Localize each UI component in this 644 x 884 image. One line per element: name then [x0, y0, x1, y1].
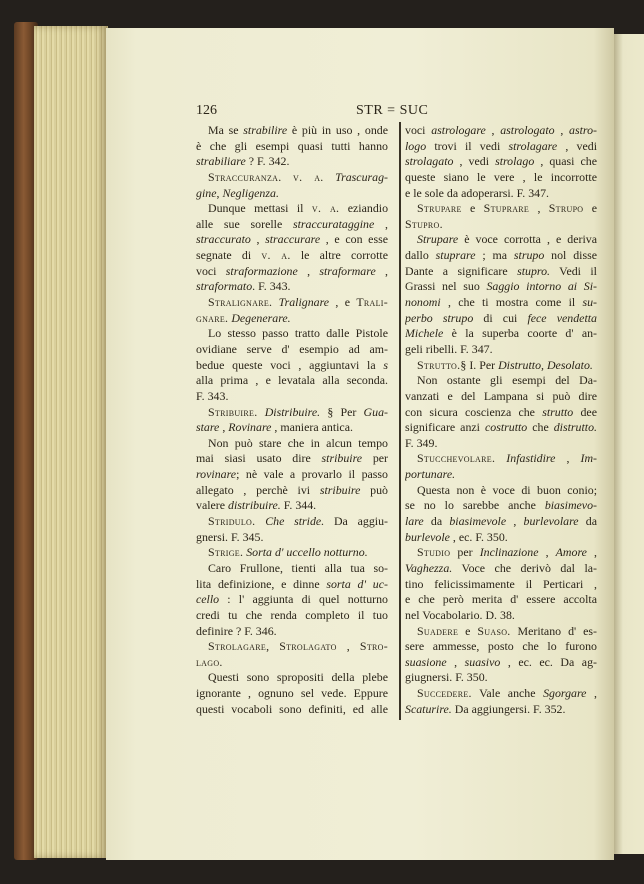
text-line [405, 154, 597, 170]
text-run: Ma se [208, 123, 244, 137]
text-run: di cui [473, 310, 528, 325]
text-run [324, 170, 336, 184]
italic-text: Michele [405, 326, 444, 341]
text-line [196, 420, 388, 436]
text-line [405, 248, 597, 264]
entry-headword: Suadere [417, 623, 459, 638]
text-run: Da aggiungersi. F. 352. [451, 701, 566, 716]
text-run: Da aggiu- [324, 514, 388, 529]
entry-headword: Strolagato [279, 639, 337, 654]
text-line [196, 264, 388, 280]
text-run: ; nè vale a provarlo il passo [236, 467, 388, 482]
text-run: , [586, 686, 597, 701]
text-run: , [297, 263, 320, 278]
entry-headword: Stupro. [405, 216, 443, 231]
text-run: Lo stesso passo tratto dalle Pistole [208, 326, 388, 341]
text-run: voci [196, 263, 226, 278]
text-run: nol disse [544, 248, 597, 263]
entry-headword: v. a. [261, 248, 291, 263]
text-run: eziandio [339, 201, 388, 216]
text-run: , [374, 216, 388, 231]
text-line [405, 514, 597, 530]
italic-text: strolagato [405, 154, 454, 169]
text-line [196, 655, 388, 671]
text-line [196, 545, 388, 561]
entry-headword: Stridulo. [208, 514, 256, 529]
text-line [405, 577, 597, 593]
text-run: , e con esse [320, 232, 388, 247]
text-line [405, 170, 597, 186]
italic-text: Degenerare. [231, 310, 291, 325]
text-run: e [458, 623, 478, 638]
text-run: , vedi [453, 154, 496, 169]
text-line [196, 483, 388, 499]
italic-text: straccurato [196, 232, 251, 247]
text-line [196, 514, 388, 530]
text-run: , [506, 514, 524, 529]
italic-text: suasione [405, 654, 447, 669]
text-run: e [461, 201, 484, 216]
italic-text: gine [196, 185, 217, 200]
text-run: § I. Per [460, 357, 499, 372]
text-run: è che gli esempi quasi tutti hanno [196, 138, 388, 153]
italic-text: Distrutto, Desolato. [498, 357, 593, 372]
italic-text: strabiliare [196, 154, 246, 169]
text-line [196, 405, 388, 421]
text-run: trovi il vedi [426, 138, 509, 153]
italic-text: Sgorgare [543, 686, 587, 701]
italic-text: sorta d' uc- [326, 576, 388, 591]
text-line [405, 608, 597, 624]
italic-text: Saggio intorno ai Si- [486, 279, 597, 294]
text-run: significare anzi [405, 420, 485, 435]
right-column [405, 123, 597, 717]
italic-text: stare [196, 420, 220, 435]
italic-text: Tralignare [278, 295, 330, 310]
text-run [495, 451, 506, 465]
left-column [196, 123, 388, 717]
text-line [405, 217, 597, 233]
italic-text: Gua- [363, 404, 388, 419]
text-run: può [360, 482, 388, 497]
text-run: queste siano le vere , le incorrotte [405, 169, 597, 184]
text-run: mai siasi usato dire [196, 451, 322, 466]
text-line [196, 389, 388, 405]
text-run: ; ma [475, 248, 514, 263]
text-run: Questi sono spropositi della plebe [208, 670, 388, 685]
text-line [196, 561, 388, 577]
entry-headword: Strutto. [417, 357, 461, 372]
entry-headword: Suaso. [477, 623, 511, 638]
text-line [196, 624, 388, 640]
text-run: F. 349. [405, 435, 438, 450]
text-run [257, 405, 264, 419]
text-run: , maniera antica. [271, 420, 353, 435]
text-run: e le sole da adoperarsi. F. 347. [405, 185, 550, 200]
text-run: e [583, 201, 597, 216]
text-run: segnate di [196, 248, 262, 263]
italic-text: s [383, 357, 388, 372]
text-run: Dunque mettasi il [208, 201, 312, 216]
text-line [405, 201, 597, 217]
entry-headword: Stucchevolare. [417, 451, 496, 466]
text-run: è la superba coorte d' an- [443, 326, 597, 341]
text-run: , [216, 185, 223, 200]
italic-text: Negligenza. [222, 185, 279, 200]
italic-text: Inclinazione [479, 545, 539, 560]
italic-text: distribuire. [228, 498, 281, 513]
text-run: valere [196, 498, 229, 513]
italic-text: strabilire [243, 123, 288, 137]
text-run: ovidiane serve d' esempio ad am- [196, 341, 388, 356]
text-run: nel Vocabolario. D. 38. [405, 607, 515, 622]
italic-text: Vaghezza. [405, 560, 453, 575]
text-run: gnersi. F. 345. [196, 529, 264, 544]
entry-headword: Stuprare [483, 201, 530, 216]
italic-text: astro- [569, 123, 597, 137]
text-line [405, 530, 597, 546]
italic-text: Infastidire [506, 451, 556, 466]
text-run: , [529, 201, 549, 216]
text-line [405, 639, 597, 655]
text-line [405, 123, 597, 139]
text-line [405, 498, 597, 514]
text-line [196, 170, 388, 186]
text-line [405, 389, 597, 405]
text-line [196, 139, 388, 155]
text-run: , [266, 639, 280, 654]
text-line [196, 311, 388, 327]
text-run: Non ostante gli esempi del Da- [417, 373, 597, 388]
italic-text: biasimevo- [544, 498, 597, 513]
text-run: , [336, 639, 360, 654]
text-line [196, 201, 388, 217]
entry-headword: Stro- [359, 639, 388, 654]
text-run: : l' aggiunta di quel notturno [219, 592, 388, 607]
italic-text: burlevole [405, 529, 450, 544]
italic-text: astrologato [500, 123, 555, 137]
text-run: , [538, 545, 556, 560]
text-line [405, 624, 597, 640]
text-line [405, 436, 597, 452]
entry-headword: Succedere. [417, 686, 472, 701]
text-run: , [446, 654, 465, 669]
text-run: lita definizione, e dinne [196, 576, 327, 591]
text-run: Vedi il [550, 263, 597, 278]
text-run: dallo [405, 248, 436, 263]
entry-headword: Trali- [356, 295, 388, 310]
text-run: Grassi nel suo [405, 279, 487, 294]
italic-text: distrutto. [553, 420, 597, 435]
text-line [196, 592, 388, 608]
italic-text: suasivo [464, 654, 501, 669]
text-run: Questa non è voce di buon conio; [417, 482, 597, 497]
text-run: allegato , perchè ivi [196, 482, 320, 497]
text-line [196, 295, 388, 311]
text-line [196, 217, 388, 233]
text-line [196, 279, 388, 295]
text-line [405, 592, 597, 608]
text-run: F. 343. [196, 388, 229, 403]
italic-text: astrologare [431, 123, 486, 137]
text-run: questi vocaboli sono definiti, ed alle [196, 701, 388, 716]
text-run: alle sue sorelle [196, 216, 293, 231]
entry-headword: v. a. [311, 201, 340, 216]
text-run: Voce che derivò dal la- [452, 560, 597, 575]
text-run: è più in uso , onde [287, 123, 388, 137]
text-line [405, 358, 597, 374]
text-run: , [485, 123, 501, 137]
italic-text: stuprare [435, 248, 476, 263]
text-run: , ec. F. 350. [449, 529, 508, 544]
text-line [405, 373, 597, 389]
italic-text: cello [196, 592, 220, 607]
text-run: . F. 343. [252, 279, 291, 294]
text-line [405, 545, 597, 561]
text-run: F. 344. [280, 498, 317, 513]
text-run: Caro Frullone, tienti alla tua so- [208, 560, 388, 575]
text-run: , [586, 545, 597, 560]
text-run: , [555, 451, 581, 466]
text-line [405, 467, 597, 483]
text-run: le altre corrotte [290, 248, 388, 263]
text-line [196, 373, 388, 389]
italic-text: portunare. [405, 467, 456, 482]
text-run: ? F. 342. [245, 154, 290, 169]
italic-text: Scaturire. [405, 701, 452, 716]
italic-text: strupo [513, 248, 545, 263]
italic-text: strutto [542, 404, 574, 419]
text-run: , che ti mostra come il [440, 295, 583, 310]
text-line [405, 279, 597, 295]
italic-text: straformare [319, 263, 376, 278]
entry-headword: Strolagare [208, 639, 267, 654]
text-line [196, 577, 388, 593]
text-line [405, 326, 597, 342]
column-divider [399, 122, 401, 720]
text-run: sere ammesse, posto che lo furono [405, 639, 597, 654]
text-line [405, 702, 597, 718]
text-line [196, 232, 388, 248]
text-run: Non può stare che in alcun tempo [208, 435, 388, 450]
italic-text: Distribuire. [264, 404, 321, 419]
text-run: per [362, 451, 388, 466]
text-run: dee [573, 404, 597, 419]
text-line [405, 655, 597, 671]
text-run: , vedi [557, 138, 597, 153]
entry-headword: Straccuranza. [208, 169, 282, 184]
italic-text: strolagare [508, 138, 558, 153]
italic-text: Che stride. [265, 514, 325, 529]
entry-headword: Strige. [208, 545, 244, 560]
italic-text: Sorta d' uccello notturno. [246, 545, 368, 560]
entry-headword: Stralignare. [208, 295, 273, 310]
text-line [405, 186, 597, 202]
italic-text: fece vendetta [527, 310, 597, 325]
text-line [405, 561, 597, 577]
text-line [196, 670, 388, 686]
entry-headword: lago. [196, 654, 223, 669]
text-line [405, 264, 597, 280]
text-line [196, 248, 388, 264]
entry-headword: gnare. [196, 310, 229, 325]
italic-text: strolago [495, 154, 535, 169]
italic-text: Im- [580, 451, 597, 466]
text-line [405, 420, 597, 436]
text-run: da [578, 514, 597, 529]
italic-text: straformato [196, 279, 253, 294]
text-run: , [375, 263, 388, 278]
italic-text: su- [582, 295, 597, 310]
italic-text: nonomi [405, 295, 441, 310]
text-run: e che però merita d' essere accolta [405, 592, 597, 607]
entry-headword: Strupo [548, 201, 584, 216]
italic-text: Amore [555, 545, 587, 560]
text-run: vanzati e del Lampana si può dire [405, 388, 597, 403]
text-run [255, 514, 265, 528]
text-run: è voce corrotta , e deriva [458, 232, 597, 247]
text-line [196, 342, 388, 358]
italic-text: straccurataggine [293, 216, 375, 231]
text-run: da [423, 514, 450, 529]
text-run: geli ribelli. F. 347. [405, 341, 493, 356]
text-run: che [527, 420, 554, 435]
text-line [196, 326, 388, 342]
text-line [196, 530, 388, 546]
italic-text: Strupare [417, 232, 459, 247]
running-head: STR = SUC [356, 103, 429, 118]
italic-text: lare [405, 514, 424, 529]
text-run: giugnersi. F. 350. [405, 670, 488, 685]
text-line [196, 358, 388, 374]
text-line [405, 311, 597, 327]
text-run: Vale anche [471, 686, 544, 701]
text-line [405, 232, 597, 248]
text-line [196, 702, 388, 718]
entry-headword: Stribuire. [208, 404, 258, 419]
italic-text: Trascurag- [335, 169, 388, 184]
text-run: definire ? F. 346. [196, 623, 277, 638]
italic-text: stupro. [517, 263, 550, 278]
italic-text: stribuire [321, 451, 363, 466]
text-run: credi tu che renda completo il tuo [196, 607, 388, 622]
text-run: Meritano d' es- [510, 623, 597, 638]
text-line [196, 467, 388, 483]
text-run: , e [329, 295, 357, 310]
text-line [196, 639, 388, 655]
italic-text: biasimevole [449, 514, 507, 529]
text-line [405, 139, 597, 155]
page-number: 126 [196, 103, 217, 118]
text-line [196, 123, 388, 139]
text-run: alla prima , e levatala alla seconda. [196, 373, 388, 388]
text-line [196, 154, 388, 170]
text-line [405, 295, 597, 311]
text-line [196, 186, 388, 202]
italic-text: straccurare [265, 232, 321, 247]
text-line [196, 686, 388, 702]
text-run: ignorante , ognuno sel vede. Eppure [196, 686, 388, 701]
italic-text: straformazione [225, 263, 298, 278]
text-line [196, 608, 388, 624]
text-line [405, 686, 597, 702]
text-run: bedue queste voci , aggiuntavi la [196, 357, 384, 372]
entry-headword: Strupare [417, 201, 462, 216]
text-run: con sicura coscienza che [405, 404, 543, 419]
text-run: , ec. ec. Da ag- [500, 654, 597, 669]
text-run: per [450, 545, 480, 560]
italic-text: logo [405, 138, 427, 153]
text-run: , [219, 420, 229, 435]
text-line [405, 405, 597, 421]
italic-text: stribuire [319, 482, 361, 497]
text-line [405, 342, 597, 358]
italic-text: rovinare [196, 467, 237, 482]
text-line [405, 483, 597, 499]
text-line [196, 451, 388, 467]
text-run: , quasi che [534, 154, 597, 169]
entry-headword: v. a. [293, 169, 324, 184]
italic-text: costrutto [484, 420, 528, 435]
entry-headword: Studio [417, 545, 451, 560]
text-run: Dante a significare [405, 263, 518, 278]
text-run: , [250, 232, 266, 247]
text-line [405, 451, 597, 467]
text-line [196, 498, 388, 514]
italic-text: burlevolare [523, 514, 579, 529]
text-run: voci [405, 123, 432, 137]
text-run: , [554, 123, 570, 137]
text-run: tino felicissimamente il Perticari , [405, 576, 597, 591]
text-run: § Per [320, 404, 364, 419]
text-line [196, 436, 388, 452]
facing-page-edge [614, 34, 644, 854]
italic-text: Rovinare [228, 420, 272, 435]
text-run: se no lo sarebbe anche [405, 498, 545, 513]
italic-text: perbo strupo [405, 310, 474, 325]
text-run [282, 170, 294, 184]
text-line [405, 670, 597, 686]
page-stack-edge [34, 26, 108, 858]
